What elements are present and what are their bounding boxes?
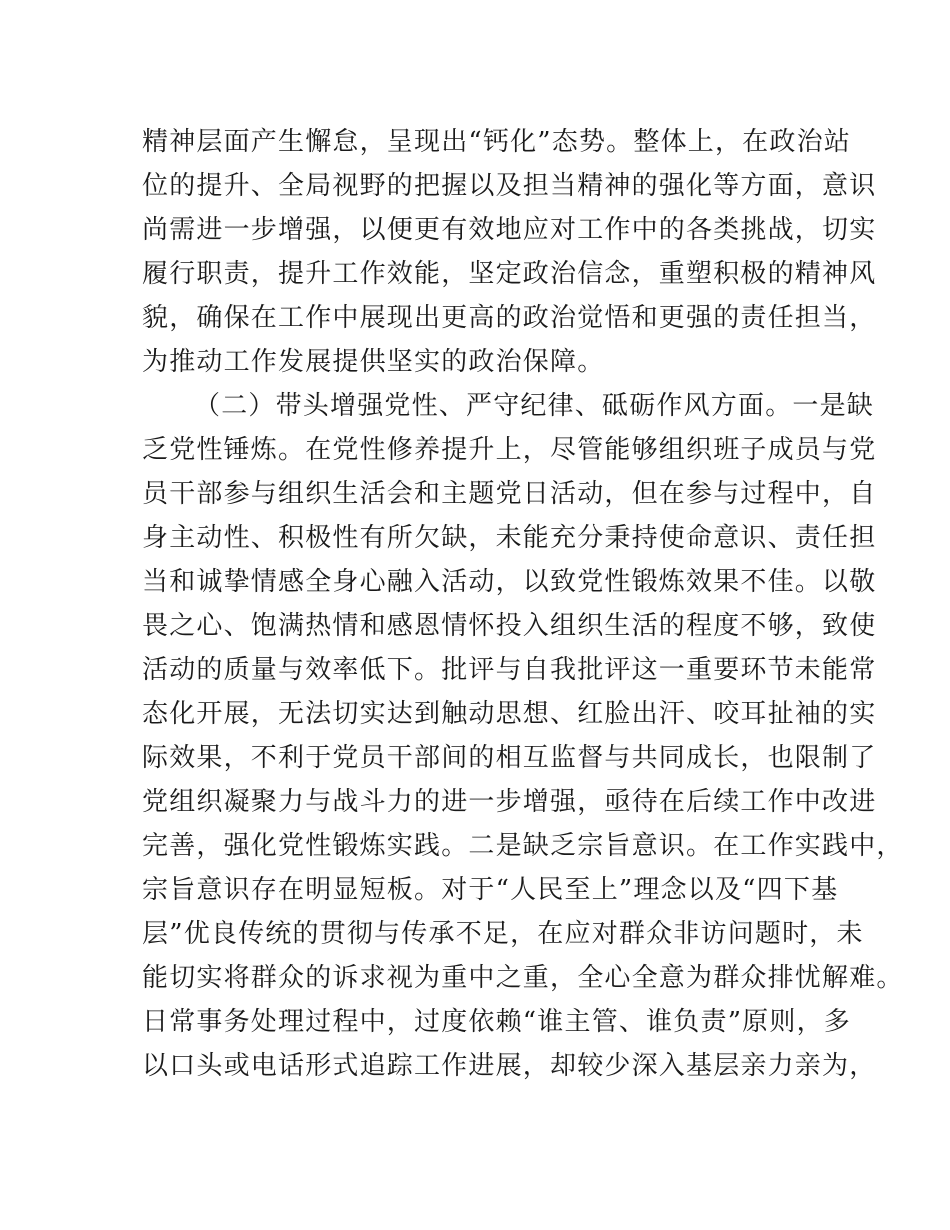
text-line: 员干部参与组织生活会和主题党日活动，但在参与过程中，自: [142, 479, 877, 509]
text-line: 活动的质量与效率低下。批评与自我批评这一重要环节未能常: [142, 655, 877, 685]
text-line: 日常事务处理过程中，过度依赖“谁主管、谁负责”原则，多: [142, 1007, 851, 1037]
text-line: 精神层面产生懈怠，呈现出“钙化”态势。整体上，在政治站: [142, 127, 851, 157]
text-line: 际效果，不利于党员干部间的相互监督与共同成长，也限制了: [142, 743, 877, 773]
paragraph-party-discipline: [142, 384, 904, 1088]
text-line: 乏党性锤炼。在党性修养提升上，尽管能够组织班子成员与党: [142, 435, 877, 465]
text-line: 履行职责，提升工作效能，坚定政治信念，重塑积极的精神风: [142, 259, 877, 289]
text-line: 能切实将群众的诉求视为重中之重，全心全意为群众排忧解难。: [142, 963, 904, 993]
text-line: 为推动工作发展提供坚实的政治保障。: [142, 347, 605, 377]
text-line: 完善，强化党性锻炼实践。二是缺乏宗旨意识。在工作实践中，: [142, 831, 904, 861]
text-line: 尚需进一步增强，以便更有效地应对工作中的各类挑战，切实: [142, 215, 877, 245]
text-line: 宗旨意识存在明显短板。对于“人民至上”理念以及“四下基: [142, 875, 839, 905]
text-line: 当和诚挚情感全身心融入活动，以致党性锻炼效果不佳。以敬: [142, 567, 877, 597]
paragraph-political-awareness: [142, 120, 877, 384]
text-line: 党组织凝聚力与战斗力的进一步增强，亟待在后续工作中改进: [142, 787, 877, 817]
text-line: 以口头或电话形式追踪工作进展，却较少深入基层亲力亲为，: [142, 1051, 877, 1081]
text-line: 畏之心、饱满热情和感恩情怀投入组织生活的程度不够，致使: [142, 611, 877, 641]
text-line: 态化开展，无法切实达到触动思想、红脸出汗、咬耳扯袖的实: [142, 699, 877, 729]
section-heading-line: （二）带头增强党性、严守纪律、砥砺作风方面。一是缺: [194, 391, 875, 421]
text-line: 貌，确保在工作中展现出更高的政治觉悟和更强的责任担当，: [142, 303, 877, 333]
text-line: 位的提升、全局视野的把握以及担当精神的强化等方面，意识: [142, 171, 877, 201]
text-line: 身主动性、积极性有所欠缺，未能充分秉持使命意识、责任担: [142, 523, 877, 553]
text-line: 层”优良传统的贯彻与传承不足，在应对群众非访问题时，未: [142, 919, 864, 949]
